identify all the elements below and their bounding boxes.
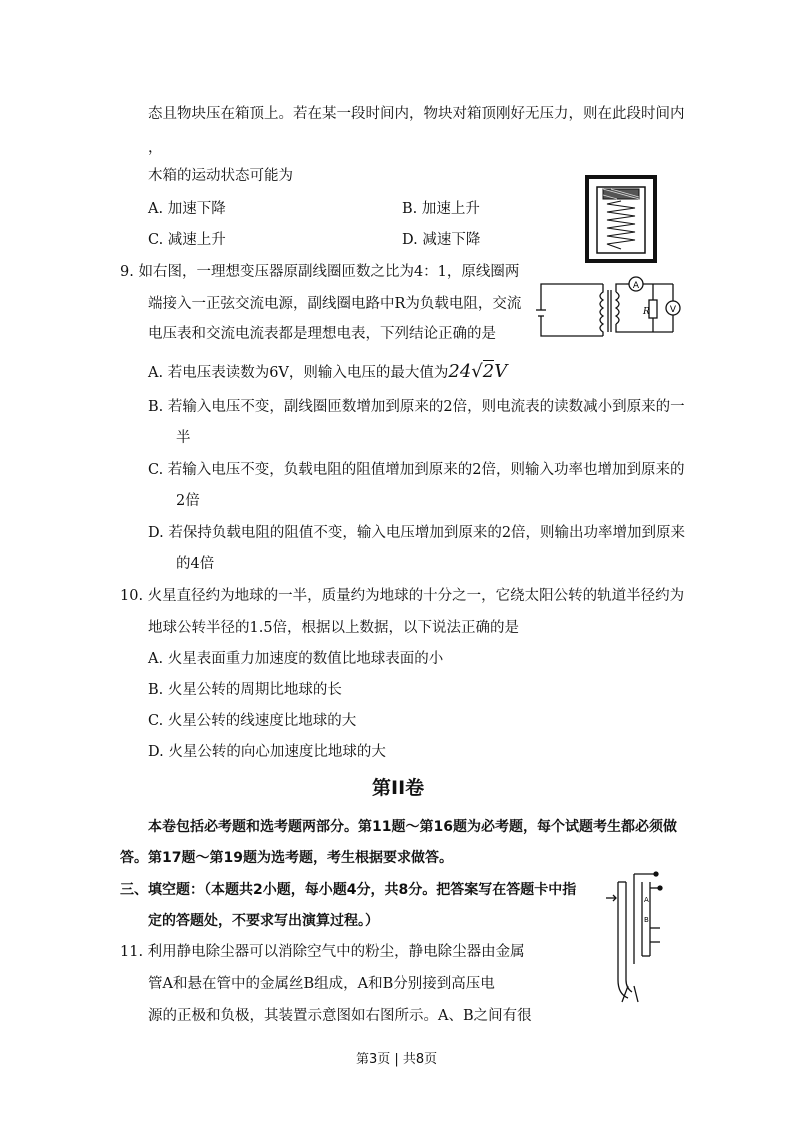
q8-option-c: C. 减速上升 <box>148 232 226 248</box>
q9-option-b-line1: B. 若输入电压不变，副线圈匝数增加到原来的2倍，则电流表的读数减小到原来的一 <box>148 399 685 415</box>
part3-heading-line2: 定的答题处，不要求写出演算过程。） <box>148 913 379 929</box>
q10-option-b: B. 火星公转的周期比地球的长 <box>148 682 342 698</box>
page-footer: 第3页 | 共8页 <box>356 1052 438 1067</box>
q8-line2: 木箱的运动状态可能为 <box>148 168 293 184</box>
q9-option-d-line1: D. 若保持负载电阻的阻值不变，输入电压增加到原来的2倍，则输出功率增加到原来 <box>148 525 686 541</box>
q10-option-d: D. 火星公转的向心加速度比地球的大 <box>148 744 386 760</box>
wire-label: B <box>644 916 649 924</box>
q9-option-c-line2: 2倍 <box>176 493 200 509</box>
box-spring-figure <box>585 175 657 263</box>
q9-line2: 端接入一正弦交流电源，副线圈电路中R为负载电阻，交流 <box>148 296 522 312</box>
sqrt-sign: √ <box>471 361 483 382</box>
q10-line2: 地球公转半径的1.5倍，根据以上数据，以下说法正确的是 <box>148 620 520 636</box>
part3-heading-line1: 三、填空题：（本题共2小题，每小题4分，共8分。把答案写在答题卡中指 <box>120 882 577 898</box>
tube-label: A <box>644 896 649 904</box>
q9-option-d-line2: 的4倍 <box>176 556 215 572</box>
math-unit: V <box>494 361 508 382</box>
q9-line1: 9. 如右图，一理想变压器原副线圈匝数之比为4：1，原线圈两 <box>120 264 520 280</box>
q9-line3: 电压表和交流电流表都是理想电表，下列结论正确的是 <box>148 326 496 342</box>
q9-option-a-math <box>448 360 507 382</box>
q8-option-d: D. 减速下降 <box>402 232 481 248</box>
ammeter-label: A <box>632 281 640 291</box>
q8-option-b: B. 加速上升 <box>402 201 480 217</box>
q11-line3: 源的正极和负极，其装置示意图如右图所示。A、B之间有很 <box>148 1008 532 1024</box>
resistor-label: R <box>643 307 650 317</box>
q10-option-a: A. 火星表面重力加速度的数值比地球表面的小 <box>148 651 444 667</box>
q10-option-c: C. 火星公转的线速度比地球的大 <box>148 713 357 729</box>
section-title: 第II卷 <box>372 777 425 799</box>
q8-comma: ， <box>148 140 163 156</box>
precipitator-figure <box>604 868 664 1006</box>
q9-option-b-line2: 半 <box>176 430 191 446</box>
voltmeter-label: V <box>669 305 677 315</box>
q9-option-a <box>148 362 507 383</box>
math-coefficient: 24 <box>448 361 472 382</box>
q11-line2: 管A和悬在管中的金属丝B组成，A和B分别接到高压电 <box>148 976 495 992</box>
q9-option-c-line1: C. 若输入电压不变，负载电阻的阻值增加到原来的2倍，则输入功率也增加到原来的 <box>148 462 685 478</box>
math-radicand: 2 <box>482 361 495 382</box>
q11-line1: 11. 利用静电除尘器可以消除空气中的粉尘，静电除尘器由金属 <box>120 944 525 960</box>
q9-option-a-text: A. 若电压表读数为6V，则输入电压的最大值为 <box>148 365 449 381</box>
section-intro-line1: 本卷包括必考题和选考题两部分。第11题～第16题为必考题，每个试题考生都必须做 <box>148 819 677 835</box>
transformer-circuit-figure <box>533 270 685 342</box>
section-intro-line2: 答。第17题～第19题为选考题，考生根据要求做答。 <box>120 850 453 866</box>
q10-line1: 10. 火星直径约为地球的一半，质量约为地球的十分之一，它绕太阳公转的轨道半径约为 <box>120 588 685 604</box>
q8-option-a: A. 加速下降 <box>148 201 226 217</box>
q8-line1: 态且物块压在箱顶上。若在某一段时间内，物块对箱顶刚好无压力，则在此段时间内 <box>148 106 685 122</box>
